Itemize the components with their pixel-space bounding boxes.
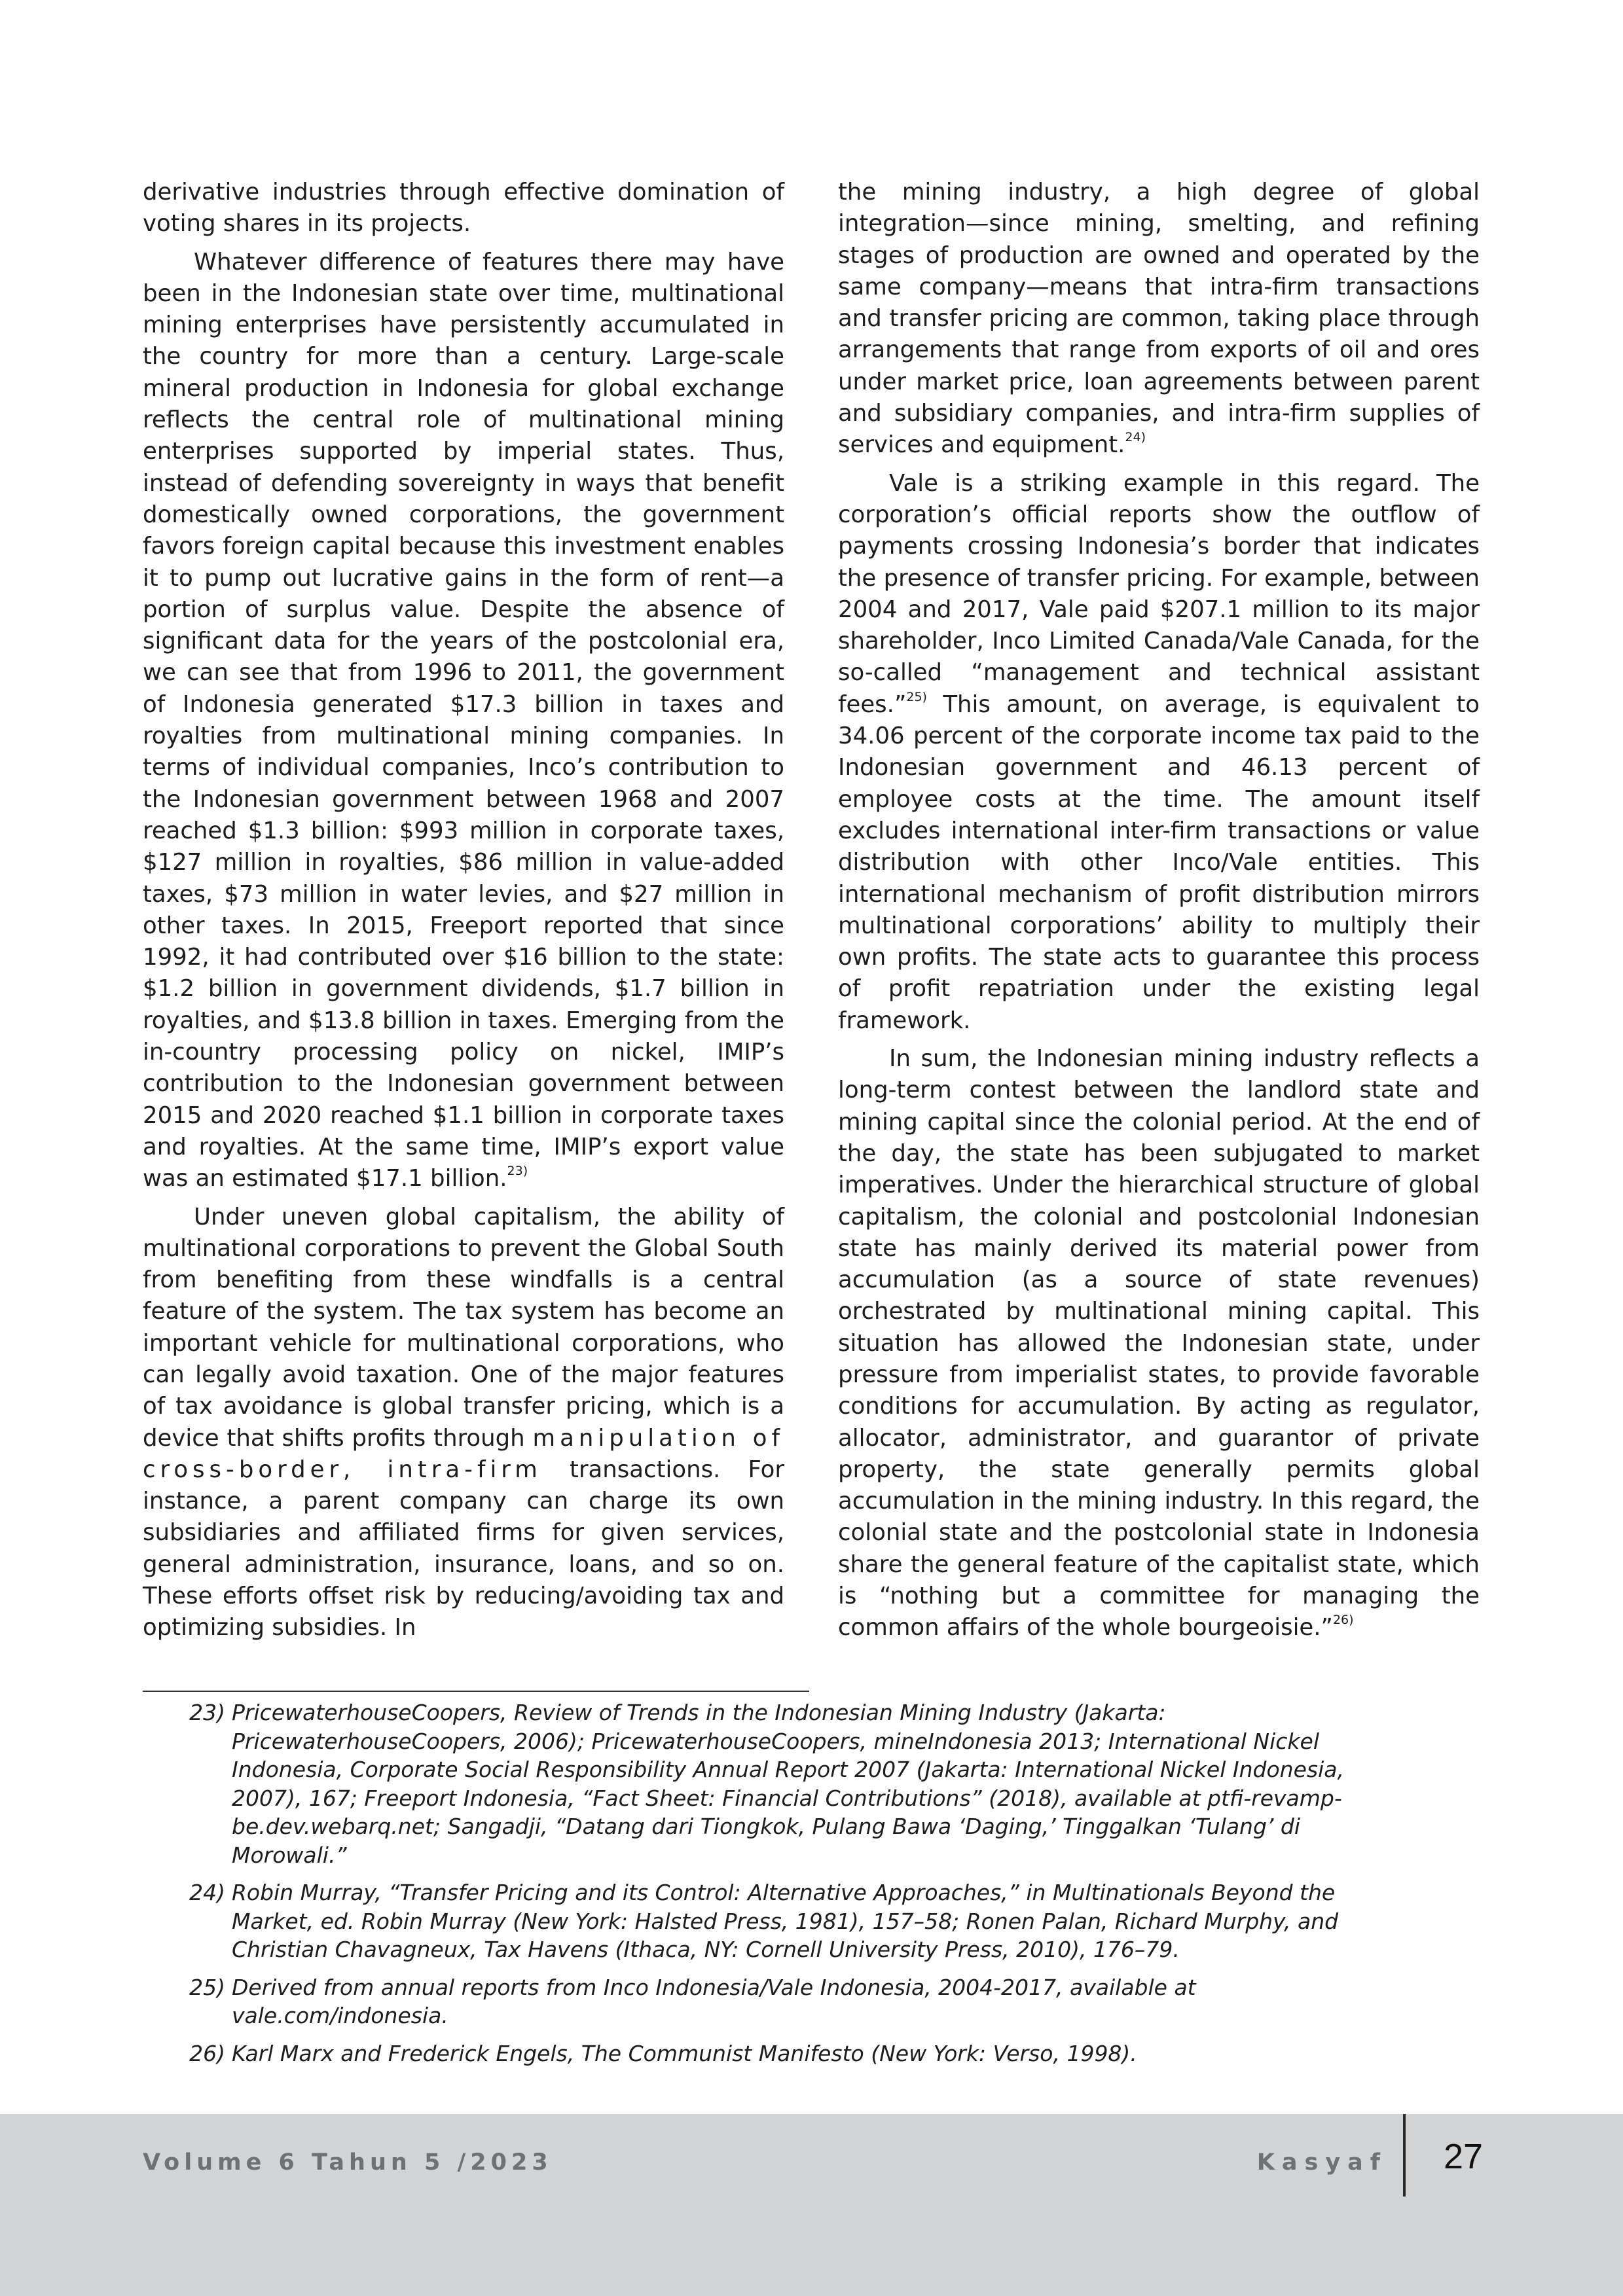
paragraph-text: In sum, the Indonesian mining industry reflects a long-term contest between the landlord state and mining capital since the colonial period. At the end of the day, the state has been subjugated to market imperatives. Under the hierarchical structure of global capitalism, the colonial and postcolonial Indonesian state has mainly derived its material power from accumulation (as a source of state revenues) orchestrated by multinational mining capital. This situation has allowed the Indonesian state, under pressure from imperialist states, to provide favorable conditions for accumulation. By acting as regulator, allocator, administrator, and guarantor of private property, the state generally permits global accumulation in the mining industry. In this regard, the colonial state and the postcolonial state in Indonesia share the general feature of the capitalist state, which is “nothing but a committee for managing the common affairs of the whole bourgeoisie.” [838, 1045, 1480, 1641]
footnote-text: Derived from annual reports from Inco Indonesia/Vale Indonesia, 2004-2017, available at vale.com/indonesia. [232, 1974, 1196, 2028]
footnote-ref: 24) [1125, 430, 1146, 445]
footnotes [178, 1698, 1376, 2077]
left-column [143, 177, 784, 1644]
footnote [178, 2039, 1376, 2068]
paragraph [143, 1202, 784, 1644]
paragraph-text-spaced: manipulation of cross-border, intra-firm [143, 1424, 784, 1483]
paragraph [838, 468, 1480, 1037]
footnote-ref: 26) [1332, 1613, 1354, 1628]
journal-name: Kasyaf [1256, 2149, 1387, 2176]
footnote-text: Robin Murray, “Transfer Pricing and its Control: Alternative Approaches,” in Multinationals Beyond the Market, ed. Robin Murray (New York: Halsted Press, 1981), 157–58; Ronen Palan, Richard Murphy, and Christian Chavagneux, Tax Havens (Ithaca, NY: Cornell University Press, 2010), 176–79. [232, 1880, 1339, 1962]
paragraph-text: This amount, on average, is equivalent to 34.06 percent of the corporate income tax paid to the Indonesian government and 46.13 percent of employee costs at the time. The amount itself excludes international inter-firm transactions or value distribution with other Inco/Vale entities. This international mechanism of profit distribution mirrors multinational corporations’ ability to multiply their own profits. The state acts to guarantee this process of profit repatriation under the existing legal framework. [838, 691, 1480, 1034]
footnote-number: 25) [189, 1974, 225, 2000]
paragraph [838, 177, 1480, 461]
body-text [143, 177, 1480, 1644]
page-number: 27 [1444, 2137, 1484, 2176]
paragraph-text: Under uneven global capitalism, the ability of multinational corporations to prevent the Global South from benefiting from these windfalls is a central feature of the system. The tax system has become an important vehicle for multinational corporations, who can legally avoid taxation. One of the major features of tax avoidance is global transfer pricing, which is a device that shifts profits through [143, 1203, 784, 1452]
footnote-number: 24) [189, 1880, 225, 1905]
footnote [178, 1973, 1376, 2030]
right-column [838, 177, 1480, 1644]
footnote [178, 1698, 1376, 1869]
paragraph [143, 247, 784, 1195]
footnote [178, 1878, 1376, 1964]
paragraph-text: transactions. For instance, a parent company can charge its own subsidiaries and affiliated firms for given services, general administration, insurance, loans, and so on. These efforts offset risk by reducing/avoiding tax and optimizing subsidies. In [143, 1456, 784, 1641]
page-footer [0, 2114, 1623, 2296]
paragraph [838, 1043, 1480, 1644]
footnote-ref: 25) [906, 689, 927, 704]
footnote-text: PricewaterhouseCoopers, Review of Trends in the Indonesian Mining Industry (Jakarta: PricewaterhouseCoopers, 2006); PricewaterhouseCoopers, mineIndonesia 2013; International Nickel Indonesia, Corporate Social Responsibility Annual Report 2007 (Jakarta: International Nickel Indonesia, 2007), 167; Freeport Indonesia, “Fact Sheet: Financial Contributions” (2018), available at ptfi-revamp-be.dev.webarq.net; Sangadji, “Datang dari Tiongkok, Pulang Bawa ‘Daging,’ Tinggalkan ‘Tulang’ di Morowali.” [232, 1700, 1344, 1868]
footnote-number: 23) [189, 1700, 225, 1725]
footnote-text: Karl Marx and Frederick Engels, The Communist Manifesto (New York: Verso, 1998). [232, 2040, 1137, 2066]
paragraph: derivative industries through effective domination of voting shares in its projects. [143, 179, 784, 238]
paragraph-text: the mining industry, a high degree of global integration—since mining, smelting, and refining stages of production are owned and operated by the same company—means that intra-firm transactions and transfer pricing are common, taking place through arrangements that range from exports of oil and ores under market price, loan agreements between parent and subsidiary companies, and intra-firm supplies of services and equipment. [838, 179, 1480, 459]
volume-label: Volume 6 Tahun 5 /2023 [143, 2149, 553, 2176]
footer-divider [1403, 2114, 1406, 2197]
paragraph-text: Whatever difference of features there may have been in the Indonesian state over time, multinational mining enterprises have persistently accumulated in the country for more than a century. Large-scale mineral production in Indonesia for global exchange reflects the central role of multinational mining enterprises supported by imperial states. Thus, instead of defending sovereignty in ways that benefit domestically owned corporations, the government favors foreign capital because this investment enables it to pump out lucrative gains in the form of rent—a portion of surplus value. Despite the absence of significant data for the years of the postcolonial era, we can see that from 1996 to 2011, the government of Indonesia generated $17.3 billion in taxes and royalties from multinational mining companies. In terms of individual companies, Inco’s contribution to the Indonesian government between 1968 and 2007 reached $1.3 billion: $993 million in corporate taxes, $127 million in royalties, $86 million in value-added taxes, $73 million in water levies, and $27 million in other taxes. In 2015, Freeport reported that since 1992, it had contributed over $16 billion to the state: $1.2 billion in government dividends, $1.7 billion in royalties, and $13.8 billion in taxes. Emerging from the in-country processing policy on nickel, IMIP’s contribution to the Indonesian government between 2015 and 2020 reached $1.1 billion in corporate taxes and royalties. At the same time, IMIP’s export value was an estimated $17.1 billion. [143, 248, 784, 1193]
paragraph-text: Vale is a striking example in this regard. The corporation’s official reports show the outflow of payments crossing Indonesia’s border that indicates the presence of transfer pricing. For example, between 2004 and 2017, Vale paid $207.1 million to its major shareholder, Inco Limited Canada/Vale Canada, for the so-called “management and technical assistant fees.” [838, 469, 1480, 718]
footnote-ref: 23) [507, 1164, 528, 1179]
footnote-number: 26) [189, 2040, 225, 2066]
footnote-divider [143, 1691, 809, 1692]
